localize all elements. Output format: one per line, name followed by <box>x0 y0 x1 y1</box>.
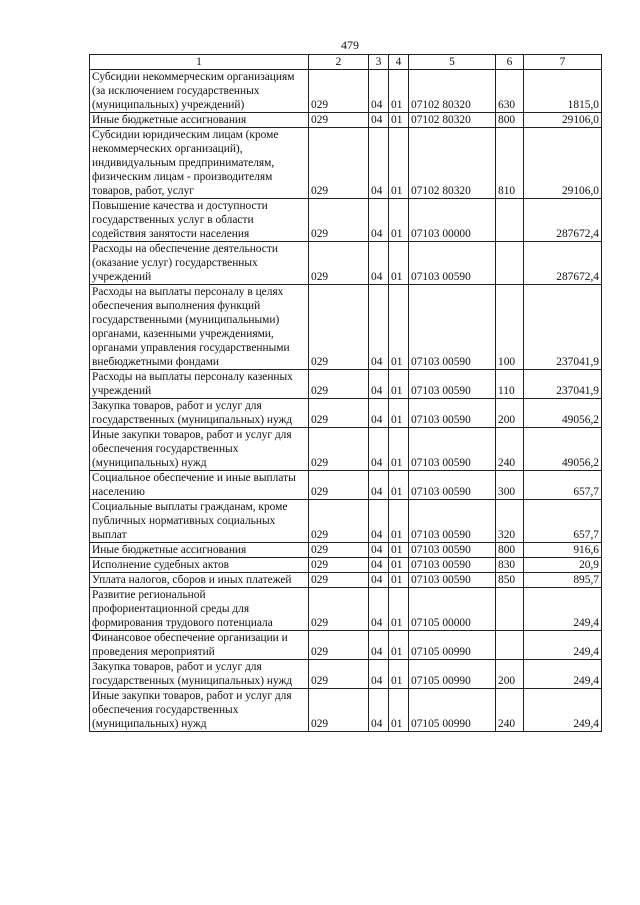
row-section-cell: 04 <box>369 113 389 128</box>
row-section-cell: 04 <box>369 573 389 588</box>
column-header-7: 7 <box>524 55 602 70</box>
row-amount-cell: 29106,0 <box>524 113 602 128</box>
row-subsection-cell: 01 <box>389 113 409 128</box>
row-expense-type-cell: 850 <box>496 573 524 588</box>
table-row <box>90 558 602 573</box>
budget-table <box>89 54 602 732</box>
row-amount-cell: 249,4 <box>524 588 602 631</box>
row-expense-type-cell <box>496 588 524 631</box>
row-subsection-cell: 01 <box>389 689 409 732</box>
row-expense-type-cell: 630 <box>496 70 524 113</box>
row-section-cell: 04 <box>369 428 389 471</box>
column-header-3: 3 <box>369 55 389 70</box>
row-name-cell: Развитие региональной профориентационной среды для формирования трудового потенциала <box>90 588 309 631</box>
row-subsection-cell: 01 <box>389 199 409 242</box>
row-expense-type-cell <box>496 242 524 285</box>
table-row <box>90 428 602 471</box>
table-row <box>90 588 602 631</box>
row-target-article-cell: 07103 00590 <box>409 285 496 370</box>
row-section-cell: 04 <box>369 543 389 558</box>
row-target-article-cell: 07103 00590 <box>409 399 496 428</box>
row-target-article-cell: 07105 00990 <box>409 689 496 732</box>
table-row <box>90 399 602 428</box>
table-row <box>90 689 602 732</box>
row-target-article-cell: 07103 00590 <box>409 370 496 399</box>
table-row <box>90 70 602 113</box>
row-name-cell: Социальное обеспечение и иные выплаты населению <box>90 471 309 500</box>
row-subsection-cell: 01 <box>389 471 409 500</box>
row-admin-code-cell: 029 <box>309 199 369 242</box>
row-section-cell: 04 <box>369 689 389 732</box>
row-name-cell: Закупка товаров, работ и услуг для государственных (муниципальных) нужд <box>90 660 309 689</box>
row-target-article-cell: 07103 00590 <box>409 242 496 285</box>
row-admin-code-cell: 029 <box>309 689 369 732</box>
row-amount-cell: 916,6 <box>524 543 602 558</box>
row-admin-code-cell: 029 <box>309 242 369 285</box>
row-section-cell: 04 <box>369 500 389 543</box>
table-row <box>90 543 602 558</box>
row-expense-type-cell: 300 <box>496 471 524 500</box>
row-expense-type-cell: 110 <box>496 370 524 399</box>
row-subsection-cell: 01 <box>389 588 409 631</box>
row-target-article-cell: 07105 00990 <box>409 631 496 660</box>
row-amount-cell: 237041,9 <box>524 370 602 399</box>
row-expense-type-cell: 200 <box>496 660 524 689</box>
row-name-cell: Исполнение судебных актов <box>90 558 309 573</box>
row-section-cell: 04 <box>369 471 389 500</box>
row-amount-cell: 287672,4 <box>524 199 602 242</box>
row-subsection-cell: 01 <box>389 558 409 573</box>
row-target-article-cell: 07103 00590 <box>409 471 496 500</box>
column-header-2: 2 <box>309 55 369 70</box>
row-target-article-cell: 07103 00590 <box>409 428 496 471</box>
row-expense-type-cell: 240 <box>496 428 524 471</box>
row-section-cell: 04 <box>369 631 389 660</box>
row-amount-cell: 657,7 <box>524 500 602 543</box>
table-row <box>90 573 602 588</box>
row-name-cell: Иные закупки товаров, работ и услуг для обеспечения государственных (муниципальных) нужд <box>90 689 309 732</box>
row-name-cell: Уплата налогов, сборов и иных платежей <box>90 573 309 588</box>
row-amount-cell: 49056,2 <box>524 428 602 471</box>
row-target-article-cell: 07102 80320 <box>409 113 496 128</box>
row-subsection-cell: 01 <box>389 660 409 689</box>
row-amount-cell: 249,4 <box>524 631 602 660</box>
row-amount-cell: 1815,0 <box>524 70 602 113</box>
row-target-article-cell: 07102 80320 <box>409 70 496 113</box>
row-subsection-cell: 01 <box>389 128 409 199</box>
row-admin-code-cell: 029 <box>309 558 369 573</box>
row-name-cell: Закупка товаров, работ и услуг для государственных (муниципальных) нужд <box>90 399 309 428</box>
row-section-cell: 04 <box>369 660 389 689</box>
row-name-cell: Иные закупки товаров, работ и услуг для обеспечения государственных (муниципальных) нужд <box>90 428 309 471</box>
row-subsection-cell: 01 <box>389 399 409 428</box>
row-expense-type-cell <box>496 199 524 242</box>
row-admin-code-cell: 029 <box>309 399 369 428</box>
row-name-cell: Расходы на выплаты персоналу казенных учреждений <box>90 370 309 399</box>
row-name-cell: Социальные выплаты гражданам, кроме публичных нормативных социальных выплат <box>90 500 309 543</box>
row-name-cell: Субсидии некоммерческим организациям (за исключением государственных (муниципальных) учреждений) <box>90 70 309 113</box>
row-expense-type-cell: 830 <box>496 558 524 573</box>
row-amount-cell: 249,4 <box>524 689 602 732</box>
table-row <box>90 199 602 242</box>
row-target-article-cell: 07105 00990 <box>409 660 496 689</box>
row-target-article-cell: 07103 00590 <box>409 543 496 558</box>
row-section-cell: 04 <box>369 588 389 631</box>
row-admin-code-cell: 029 <box>309 588 369 631</box>
row-admin-code-cell: 029 <box>309 471 369 500</box>
row-target-article-cell: 07103 00590 <box>409 558 496 573</box>
row-expense-type-cell <box>496 631 524 660</box>
row-subsection-cell: 01 <box>389 543 409 558</box>
row-expense-type-cell: 800 <box>496 543 524 558</box>
row-expense-type-cell: 240 <box>496 689 524 732</box>
row-expense-type-cell: 100 <box>496 285 524 370</box>
row-subsection-cell: 01 <box>389 428 409 471</box>
row-admin-code-cell: 029 <box>309 573 369 588</box>
row-section-cell: 04 <box>369 242 389 285</box>
row-subsection-cell: 01 <box>389 500 409 543</box>
column-header-1: 1 <box>90 55 309 70</box>
row-subsection-cell: 01 <box>389 573 409 588</box>
row-admin-code-cell: 029 <box>309 660 369 689</box>
row-expense-type-cell: 810 <box>496 128 524 199</box>
table-row <box>90 128 602 199</box>
row-amount-cell: 657,7 <box>524 471 602 500</box>
row-amount-cell: 895,7 <box>524 573 602 588</box>
row-admin-code-cell: 029 <box>309 543 369 558</box>
table-row <box>90 370 602 399</box>
table-row <box>90 500 602 543</box>
row-subsection-cell: 01 <box>389 242 409 285</box>
row-name-cell: Расходы на выплаты персоналу в целях обеспечения выполнения функций государственными (муниципальными) органами, казенными учреждениями, органами управления государственными внебюджетными фондами <box>90 285 309 370</box>
table-row <box>90 660 602 689</box>
row-name-cell: Иные бюджетные ассигнования <box>90 543 309 558</box>
row-amount-cell: 29106,0 <box>524 128 602 199</box>
table-row <box>90 113 602 128</box>
row-amount-cell: 249,4 <box>524 660 602 689</box>
row-admin-code-cell: 029 <box>309 370 369 399</box>
row-amount-cell: 237041,9 <box>524 285 602 370</box>
row-expense-type-cell: 320 <box>496 500 524 543</box>
table-row <box>90 285 602 370</box>
row-admin-code-cell: 029 <box>309 70 369 113</box>
table-row <box>90 471 602 500</box>
column-header-5: 5 <box>409 55 496 70</box>
row-name-cell: Иные бюджетные ассигнования <box>90 113 309 128</box>
row-admin-code-cell: 029 <box>309 428 369 471</box>
table-row <box>90 242 602 285</box>
row-admin-code-cell: 029 <box>309 500 369 543</box>
table-row <box>90 631 602 660</box>
row-section-cell: 04 <box>369 558 389 573</box>
row-subsection-cell: 01 <box>389 631 409 660</box>
page-number: 479 <box>341 38 359 52</box>
row-amount-cell: 287672,4 <box>524 242 602 285</box>
row-subsection-cell: 01 <box>389 370 409 399</box>
row-section-cell: 04 <box>369 70 389 113</box>
row-name-cell: Расходы на обеспечение деятельности (оказание услуг) государственных учреждений <box>90 242 309 285</box>
row-amount-cell: 49056,2 <box>524 399 602 428</box>
row-target-article-cell: 07103 00590 <box>409 573 496 588</box>
row-subsection-cell: 01 <box>389 285 409 370</box>
row-name-cell: Субсидии юридическим лицам (кроме некоммерческих организаций), индивидуальным предпринимателям, физическим лицам - производителям товаров, работ, услуг <box>90 128 309 199</box>
row-expense-type-cell: 800 <box>496 113 524 128</box>
row-target-article-cell: 07103 00000 <box>409 199 496 242</box>
header-row <box>90 55 602 70</box>
row-admin-code-cell: 029 <box>309 631 369 660</box>
row-amount-cell: 20,9 <box>524 558 602 573</box>
row-admin-code-cell: 029 <box>309 285 369 370</box>
row-name-cell: Повышение качества и доступности государственных услуг в области содействия занятости населения <box>90 199 309 242</box>
row-section-cell: 04 <box>369 285 389 370</box>
column-header-4: 4 <box>389 55 409 70</box>
row-target-article-cell: 07105 00000 <box>409 588 496 631</box>
column-header-6: 6 <box>496 55 524 70</box>
row-section-cell: 04 <box>369 199 389 242</box>
row-target-article-cell: 07103 00590 <box>409 500 496 543</box>
row-name-cell: Финансовое обеспечение организации и проведения мероприятий <box>90 631 309 660</box>
row-admin-code-cell: 029 <box>309 113 369 128</box>
row-subsection-cell: 01 <box>389 70 409 113</box>
row-target-article-cell: 07102 80320 <box>409 128 496 199</box>
row-expense-type-cell: 200 <box>496 399 524 428</box>
row-admin-code-cell: 029 <box>309 128 369 199</box>
row-section-cell: 04 <box>369 370 389 399</box>
row-section-cell: 04 <box>369 128 389 199</box>
row-section-cell: 04 <box>369 399 389 428</box>
